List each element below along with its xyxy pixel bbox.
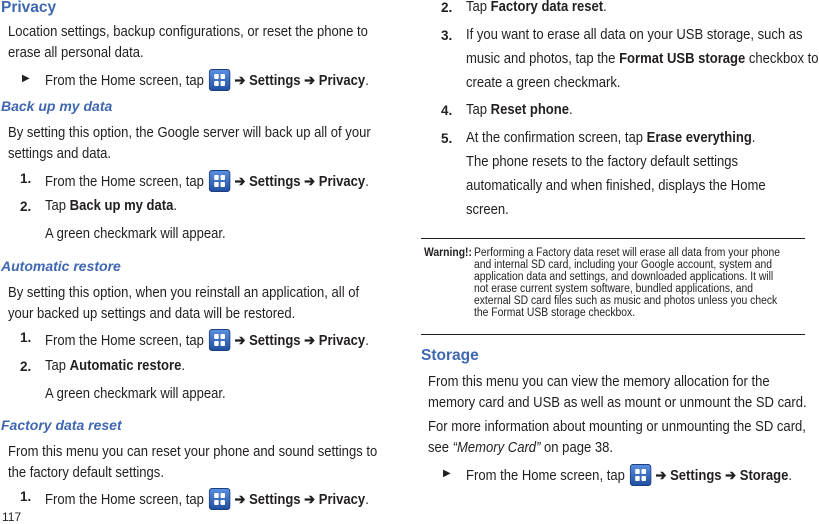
privacy-intro-line-1: Location settings, backup configurations, or reset the phone to [8,24,368,40]
period: . [173,198,178,214]
step-number: 2. [441,0,453,15]
backup-intro-line-1: By setting this option, the Google server will back up all of your [8,125,371,141]
step-number: 1. [20,489,32,504]
period: . [751,130,756,146]
warning-label: Warning!: [424,247,472,259]
warning-line-3: application data and settings, and downloaded applications. It will [474,271,774,283]
step-number: 2. [20,199,32,214]
step-text: Tap [466,102,488,118]
step-text: From the Home screen, tap [45,174,204,190]
arrow-icon: ➔ [304,73,316,89]
step-text: music and photos, tap the [466,51,616,67]
memory-card-reference-link[interactable]: “Memory Card” [452,440,541,456]
factory-step-3-line-1: If you want to erase all data on your USB storage, such as [466,27,803,43]
storage-more-line-2 [428,440,613,456]
factory-step-3-line-2 [466,51,819,67]
warning-line-2: and internal SD card, including your Google account, system and [474,259,773,271]
apps-grid-icon [208,488,230,510]
step-number: 5. [441,131,453,146]
erase-everything-label: Erase everything [646,130,752,146]
privacy-bullet [45,69,369,91]
step-text: on page 38. [544,440,613,456]
factory-step-5-note-1: The phone resets to the factory default settings [466,154,739,170]
factory-intro-line-1: From this menu you can reset your phone and sound settings to [8,444,378,460]
factory-step-2 [466,0,607,15]
factory-step-5 [466,130,755,146]
factory-data-reset-label: Factory data reset [490,0,604,15]
factory-step-5-note-3: screen. [466,202,509,218]
backup-step-1 [45,170,369,192]
triangle-bullet-icon: ▶ [443,468,451,479]
period: . [365,73,369,89]
settings-label: Settings [249,333,301,349]
warning-line-6: the Format USB storage checkbox. [474,307,636,319]
arrow-icon: ➔ [655,468,667,484]
backup-step-2-note: A green checkmark will appear. [45,226,226,242]
step-text: Tap [45,358,67,374]
period: . [181,358,185,374]
step-text: From the Home screen, tap [466,468,625,484]
arrow-icon: ➔ [234,492,246,508]
section-title-privacy: Privacy [1,0,57,16]
warning-line-1: Performing a Factory data reset will erase all data from your phone [474,247,781,259]
arrow-icon: ➔ [304,333,316,349]
restore-intro-line-2: your backed up settings and data will be restored. [8,306,296,322]
step-number: 4. [441,103,453,118]
step-text: From the Home screen, tap [45,333,204,349]
step-number: 1. [20,330,32,345]
arrow-icon: ➔ [234,333,246,349]
arrow-icon: ➔ [304,174,316,190]
arrow-icon: ➔ [234,73,246,89]
settings-label: Settings [249,492,301,508]
factory-step-3-line-3: create a green checkmark. [466,75,621,91]
restore-intro-line-1: By setting this option, when you reinstall an application, all of [8,285,360,301]
section-title-restore: Automatic restore [1,258,121,274]
section-title-backup: Back up my data [1,98,113,114]
back-up-my-data-label: Back up my data [69,198,174,214]
warning-bottom-rule [421,334,805,335]
backup-step-2 [45,198,177,214]
warning-line-4: not erase current system software, bundled applications, and [474,283,754,295]
period: . [788,468,792,484]
automatic-restore-label: Automatic restore [69,358,182,374]
step-text: From the Home screen, tap [45,492,204,508]
step-text: Tap [45,198,67,214]
triangle-bullet-icon: ▶ [22,73,30,84]
settings-label: Settings [249,174,301,190]
period: . [365,333,369,349]
privacy-label: Privacy [318,333,366,349]
arrow-icon: ➔ [304,492,316,508]
privacy-bullet-text: From the Home screen, tap [45,73,204,89]
reset-phone-label: Reset phone [490,102,569,118]
arrow-icon: ➔ [725,468,737,484]
format-usb-storage-label: Format USB storage [619,51,746,67]
apps-grid-icon [208,170,230,192]
period: . [568,102,573,118]
factory-step-1 [45,488,369,510]
settings-label: Settings [249,73,301,89]
storage-intro-line-1: From this menu you can view the memory allocation for the [428,374,770,390]
storage-bullet [466,464,792,486]
restore-step-2-note: A green checkmark will appear. [45,386,226,402]
period: . [603,0,607,15]
warning-line-5: external SD card files such as music and photos unless you check [474,295,778,307]
factory-step-5-note-2: automatically and when finished, displays the Home [466,178,766,194]
restore-step-1 [45,329,369,351]
apps-grid-icon [208,69,230,91]
privacy-label: Privacy [318,174,366,190]
step-text: Tap [466,0,488,15]
section-title-factory: Factory data reset [1,417,122,433]
privacy-label: Privacy [318,73,366,89]
factory-step-4 [466,102,573,118]
storage-intro-line-2: memory card and USB as well as mount or unmount the SD card. [428,395,807,411]
arrow-icon: ➔ [234,174,246,190]
page-number: 117 [2,510,22,524]
step-number: 3. [441,28,453,43]
section-title-storage: Storage [421,347,479,364]
privacy-label: Privacy [318,492,366,508]
apps-grid-icon [208,329,230,351]
warning-top-rule [421,238,805,239]
step-text: checkbox to [748,51,819,67]
backup-intro-line-2: settings and data. [8,146,112,162]
storage-label: Storage [739,468,789,484]
restore-step-2 [45,358,185,374]
period: . [365,492,369,508]
apps-grid-icon [629,464,651,486]
storage-more-line-1: For more information about mounting or unmounting the SD card, [428,419,806,435]
privacy-intro-line-2: erase all personal data. [8,45,144,61]
step-text: At the confirmation screen, tap [466,130,643,146]
step-number: 1. [20,171,32,186]
factory-intro-line-2: the factory default settings. [8,465,164,481]
step-number: 2. [20,359,32,374]
period: . [365,174,369,190]
step-text: see [428,440,450,456]
settings-label: Settings [670,468,722,484]
